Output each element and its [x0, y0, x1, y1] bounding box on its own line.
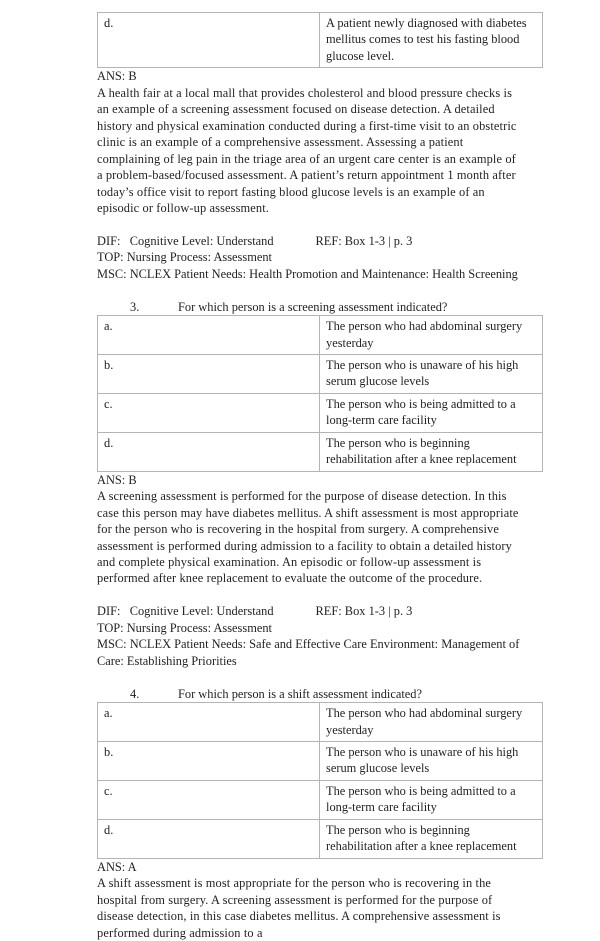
table-row — [98, 741, 543, 780]
meta-ref: REF: Box 1-3 | p. 3 — [315, 233, 413, 248]
rationale-item3: A screening assessment is performed for the purpose of disease detection. In this case this person may have diabetes mellitus. A shift assessment is most appropriate for the person who is recovering in the hospital from surgery. A comprehensive assessment is performed during admission to a facility to obtain a detailed history and complete physical examination. An episodic or follow-up assessment is performed after knee replacement to evaluate the outcome of the procedure. — [97, 489, 519, 586]
option-letter: a. — [98, 703, 320, 742]
meta-dif: DIF: Cognitive Level: Understand — [97, 233, 274, 248]
question-number-4: 4. — [130, 686, 140, 701]
question-number-3: 3. — [130, 299, 140, 314]
option-letter: c. — [98, 780, 320, 819]
answer-label-item4: ANS: A — [97, 859, 137, 874]
option-text: The person who had abdominal surgery yesterday — [320, 316, 543, 355]
option-text: A patient newly diagnosed with diabetes mellitus comes to test his fasting blood glucose level. — [320, 13, 543, 68]
meta-dif-row — [97, 603, 522, 619]
meta-dif-row — [97, 233, 522, 249]
option-letter: a. — [98, 316, 320, 355]
table-row — [98, 316, 543, 355]
table-row — [98, 355, 543, 394]
answer-label-item2: ANS: B — [97, 69, 137, 84]
options-table-4 — [97, 702, 543, 859]
question-heading-3 — [97, 299, 522, 315]
option-text: The person who is beginning rehabilitation after a knee replacement — [320, 432, 543, 471]
options-table-partial — [97, 12, 543, 68]
rationale-item2: A health fair at a local mall that provides cholesterol and blood pressure checks is an example of a screening assessment focused on disease detection. A detailed history and physical examination conducted during a first-time visit to an obstetric clinic is an example of a comprehensive assessment. Assessing a patient complaining of leg pain in the triage area of an urgent care center is an example of a problem-based/focused assessment. A patient’s return appointment 1 month after today’s office visit to report fasting blood glucose levels is an example of an episodic or follow-up assessment. — [97, 85, 517, 215]
meta-ref: REF: Box 1-3 | p. 3 — [315, 604, 413, 619]
table-row — [98, 819, 543, 858]
answer-label-item3: ANS: B — [97, 472, 137, 487]
rationale-item4: A shift assessment is most appropriate for the person who is recovering in the hospital from surgery. A screening assessment is performed for the purpose of disease detection, in this case diabetes mellitus. A comprehensive assessment is performed during admission to a — [97, 876, 501, 940]
option-letter: c. — [98, 393, 320, 432]
option-text: The person who is unaware of his high serum glucose levels — [320, 741, 543, 780]
option-letter: d. — [98, 819, 320, 858]
metadata-item3 — [97, 603, 522, 669]
table-row — [98, 780, 543, 819]
table-row — [98, 13, 543, 68]
option-letter: b. — [98, 741, 320, 780]
option-text: The person who is unaware of his high serum glucose levels — [320, 355, 543, 394]
question-heading-4 — [97, 686, 522, 702]
table-row — [98, 703, 543, 742]
table-row — [98, 432, 543, 471]
meta-msc: MSC: NCLEX Patient Needs: Safe and Effective Care Environment: Management of Care: Establishing Priorities — [97, 637, 520, 668]
meta-top: TOP: Nursing Process: Assessment — [97, 250, 272, 265]
option-text: The person who is beginning rehabilitation after a knee replacement — [320, 819, 543, 858]
meta-top: TOP: Nursing Process: Assessment — [97, 620, 272, 635]
meta-dif: DIF: Cognitive Level: Understand — [97, 604, 274, 619]
option-letter: d. — [98, 432, 320, 471]
table-row — [98, 393, 543, 432]
option-text: The person who is being admitted to a long-term care facility — [320, 393, 543, 432]
option-text: The person who is being admitted to a long-term care facility — [320, 780, 543, 819]
meta-msc: MSC: NCLEX Patient Needs: Health Promotion and Maintenance: Health Screening — [97, 266, 518, 281]
options-table-3 — [97, 315, 543, 472]
option-letter: b. — [98, 355, 320, 394]
question-text-3: For which person is a screening assessment indicated? — [178, 299, 448, 314]
metadata-item2 — [97, 233, 522, 282]
option-letter: d. — [98, 13, 320, 68]
option-text: The person who had abdominal surgery yesterday — [320, 703, 543, 742]
question-text-4: For which person is a shift assessment indicated? — [178, 686, 422, 701]
